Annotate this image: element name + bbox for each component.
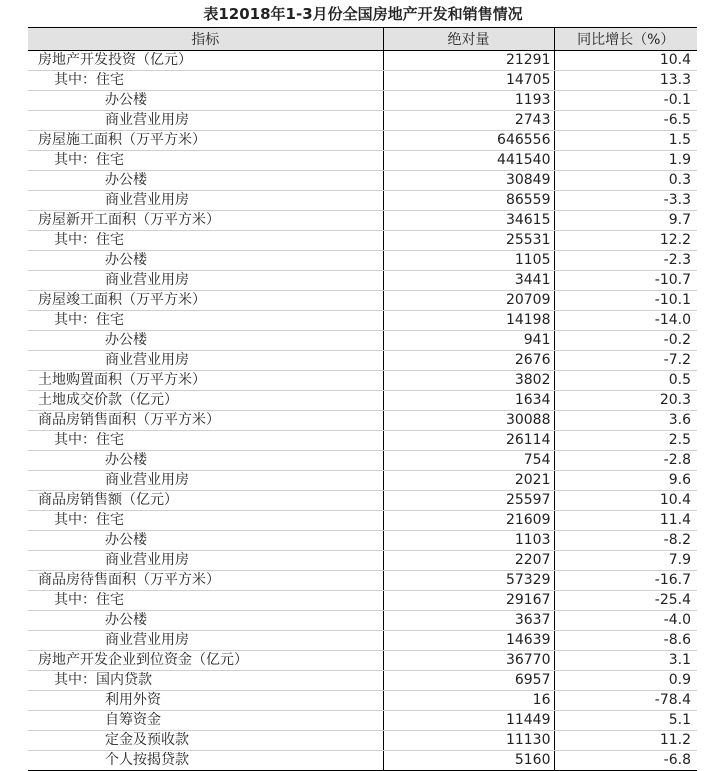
- row-yoy-growth: 13.3: [554, 71, 697, 91]
- table-row: [28, 191, 697, 211]
- row-label: 商业营业用房: [28, 351, 383, 371]
- table-row: [28, 131, 697, 151]
- row-label: 定金及预收款: [28, 731, 383, 751]
- table-row: [28, 471, 697, 491]
- row-yoy-growth: -0.1: [554, 91, 697, 111]
- table-row: [28, 731, 697, 751]
- row-yoy-growth: -8.2: [554, 531, 697, 551]
- row-yoy-growth: 1.5: [554, 131, 697, 151]
- row-yoy-growth: -7.2: [554, 351, 697, 371]
- table-row: [28, 251, 697, 271]
- row-absolute-value: 941: [383, 331, 554, 351]
- row-label: 自筹资金: [28, 711, 383, 731]
- row-absolute-value: 11130: [383, 731, 554, 751]
- row-yoy-growth: 12.2: [554, 231, 697, 251]
- row-yoy-growth: 9.6: [554, 471, 697, 491]
- table-row: [28, 211, 697, 231]
- row-label: 房屋施工面积（万平方米）: [28, 131, 383, 151]
- row-yoy-growth: -25.4: [554, 591, 697, 611]
- header-indicator: 指标: [28, 28, 383, 51]
- row-yoy-growth: -8.6: [554, 631, 697, 651]
- row-absolute-value: 1634: [383, 391, 554, 411]
- row-absolute-value: 2743: [383, 111, 554, 131]
- row-label: 房屋新开工面积（万平方米）: [28, 211, 383, 231]
- row-label: 其中：住宅: [28, 591, 383, 611]
- row-absolute-value: 11449: [383, 711, 554, 731]
- row-absolute-value: 36770: [383, 651, 554, 671]
- table-row: [28, 151, 697, 171]
- row-absolute-value: 21291: [383, 51, 554, 71]
- row-absolute-value: 14705: [383, 71, 554, 91]
- row-label: 办公楼: [28, 331, 383, 351]
- row-label: 办公楼: [28, 451, 383, 471]
- row-yoy-growth: 5.1: [554, 711, 697, 731]
- row-absolute-value: 3441: [383, 271, 554, 291]
- row-absolute-value: 2207: [383, 551, 554, 571]
- row-label: 办公楼: [28, 171, 383, 191]
- row-label: 办公楼: [28, 91, 383, 111]
- row-yoy-growth: -2.8: [554, 451, 697, 471]
- row-absolute-value: 646556: [383, 131, 554, 151]
- table-row: [28, 171, 697, 191]
- row-yoy-growth: 2.5: [554, 431, 697, 451]
- table-row: [28, 351, 697, 371]
- table-row: [28, 391, 697, 411]
- row-label: 房地产开发企业到位资金（亿元）: [28, 651, 383, 671]
- row-yoy-growth: 10.4: [554, 491, 697, 511]
- row-absolute-value: 26114: [383, 431, 554, 451]
- row-absolute-value: 3637: [383, 611, 554, 631]
- row-yoy-growth: 0.5: [554, 371, 697, 391]
- table-body: [28, 51, 697, 771]
- row-label: 办公楼: [28, 531, 383, 551]
- table-row: [28, 511, 697, 531]
- row-yoy-growth: -6.8: [554, 751, 697, 771]
- table-title: 表12018年1-3月份全国房地产开发和销售情况: [203, 5, 523, 23]
- row-label: 房地产开发投资（亿元）: [28, 51, 383, 71]
- table-row: [28, 431, 697, 451]
- row-absolute-value: 3802: [383, 371, 554, 391]
- row-label: 商品房销售面积（万平方米）: [28, 411, 383, 431]
- table-row: [28, 411, 697, 431]
- row-label: 其中：住宅: [28, 231, 383, 251]
- table-row: [28, 751, 697, 771]
- table-row: [28, 91, 697, 111]
- row-yoy-growth: 20.3: [554, 391, 697, 411]
- row-yoy-growth: -3.3: [554, 191, 697, 211]
- table-row: [28, 691, 697, 711]
- table-row: [28, 611, 697, 631]
- row-label: 商业营业用房: [28, 551, 383, 571]
- row-absolute-value: 21609: [383, 511, 554, 531]
- row-yoy-growth: 0.3: [554, 171, 697, 191]
- row-absolute-value: 57329: [383, 571, 554, 591]
- table-row: [28, 71, 697, 91]
- row-label: 商业营业用房: [28, 271, 383, 291]
- row-absolute-value: 16: [383, 691, 554, 711]
- row-label: 办公楼: [28, 251, 383, 271]
- row-label: 商品房销售额（亿元）: [28, 491, 383, 511]
- row-label: 商业营业用房: [28, 631, 383, 651]
- table-row: [28, 531, 697, 551]
- row-yoy-growth: -16.7: [554, 571, 697, 591]
- row-yoy-growth: -4.0: [554, 611, 697, 631]
- table-row: [28, 651, 697, 671]
- row-absolute-value: 20709: [383, 291, 554, 311]
- table-row: [28, 671, 697, 691]
- row-label: 商业营业用房: [28, 111, 383, 131]
- row-label: 其中：住宅: [28, 151, 383, 171]
- row-yoy-growth: -10.7: [554, 271, 697, 291]
- real-estate-table: [28, 27, 697, 771]
- row-label: 商品房待售面积（万平方米）: [28, 571, 383, 591]
- row-absolute-value: 441540: [383, 151, 554, 171]
- table-row: [28, 571, 697, 591]
- row-yoy-growth: 3.1: [554, 651, 697, 671]
- table-row: [28, 291, 697, 311]
- row-absolute-value: 1103: [383, 531, 554, 551]
- row-absolute-value: 25597: [383, 491, 554, 511]
- table-row: [28, 491, 697, 511]
- row-label: 商业营业用房: [28, 471, 383, 491]
- row-label: 土地购置面积（万平方米）: [28, 371, 383, 391]
- row-absolute-value: 1193: [383, 91, 554, 111]
- row-absolute-value: 29167: [383, 591, 554, 611]
- table-row: [28, 551, 697, 571]
- row-absolute-value: 1105: [383, 251, 554, 271]
- row-absolute-value: 14198: [383, 311, 554, 331]
- row-absolute-value: 754: [383, 451, 554, 471]
- table-row: [28, 311, 697, 331]
- row-yoy-growth: 1.9: [554, 151, 697, 171]
- row-absolute-value: 2676: [383, 351, 554, 371]
- row-yoy-growth: 0.9: [554, 671, 697, 691]
- row-label: 其中：住宅: [28, 431, 383, 451]
- row-label: 商业营业用房: [28, 191, 383, 211]
- row-label: 房屋竣工面积（万平方米）: [28, 291, 383, 311]
- row-yoy-growth: 3.6: [554, 411, 697, 431]
- row-absolute-value: 6957: [383, 671, 554, 691]
- row-yoy-growth: -2.3: [554, 251, 697, 271]
- header-absolute: 绝对量: [383, 28, 554, 51]
- row-label: 土地成交价款（亿元）: [28, 391, 383, 411]
- row-label: 办公楼: [28, 611, 383, 631]
- row-yoy-growth: -6.5: [554, 111, 697, 131]
- row-absolute-value: 86559: [383, 191, 554, 211]
- row-yoy-growth: -0.2: [554, 331, 697, 351]
- row-absolute-value: 34615: [383, 211, 554, 231]
- table-row: [28, 631, 697, 651]
- table-row: [28, 231, 697, 251]
- row-label: 其中：住宅: [28, 311, 383, 331]
- row-yoy-growth: 10.4: [554, 51, 697, 71]
- table-row: [28, 271, 697, 291]
- table-row: [28, 111, 697, 131]
- row-yoy-growth: -14.0: [554, 311, 697, 331]
- row-yoy-growth: 11.4: [554, 511, 697, 531]
- row-label: 个人按揭贷款: [28, 751, 383, 771]
- table-row: [28, 591, 697, 611]
- row-yoy-growth: 11.2: [554, 731, 697, 751]
- row-label: 其中：住宅: [28, 511, 383, 531]
- row-absolute-value: 5160: [383, 751, 554, 771]
- row-absolute-value: 30088: [383, 411, 554, 431]
- row-yoy-growth: 9.7: [554, 211, 697, 231]
- table-row: [28, 331, 697, 351]
- row-absolute-value: 30849: [383, 171, 554, 191]
- row-yoy-growth: 7.9: [554, 551, 697, 571]
- row-label: 其中：国内贷款: [28, 671, 383, 691]
- row-absolute-value: 25531: [383, 231, 554, 251]
- header-yoy: 同比增长（%）: [554, 28, 697, 51]
- row-absolute-value: 14639: [383, 631, 554, 651]
- table-row: [28, 711, 697, 731]
- table-row: [28, 371, 697, 391]
- table-row: [28, 51, 697, 71]
- row-yoy-growth: -10.1: [554, 291, 697, 311]
- row-absolute-value: 2021: [383, 471, 554, 491]
- row-yoy-growth: -78.4: [554, 691, 697, 711]
- row-label: 其中：住宅: [28, 71, 383, 91]
- table-row: [28, 451, 697, 471]
- row-label: 利用外资: [28, 691, 383, 711]
- header-row: [28, 28, 697, 51]
